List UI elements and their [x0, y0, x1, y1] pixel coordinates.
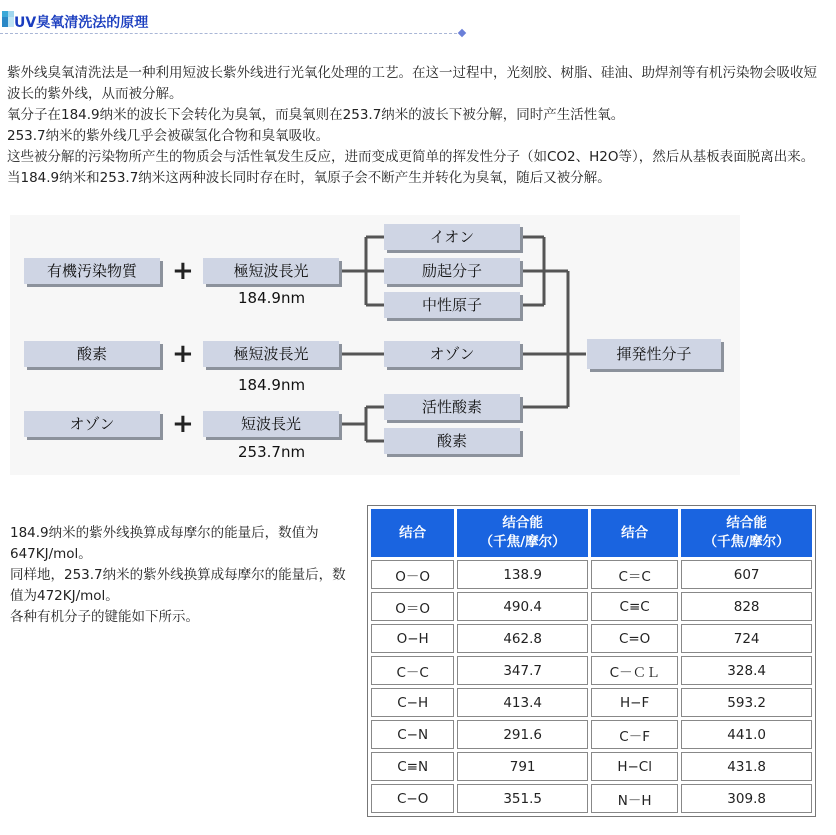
intro-paragraph: 当184.9纳米和253.7纳米这两种波长同时存在时，氧原子会不断产生并转化为臭氧，随后又被分解。 — [7, 170, 611, 186]
plus-sign: + — [172, 256, 194, 286]
product-neutral-box: 中性原子 — [384, 292, 520, 318]
table-row — [371, 624, 812, 653]
bond-cell: C－C — [371, 656, 454, 685]
bond-cell: C=O — [591, 624, 678, 653]
intro-paragraph: 紫外线臭氧清洗法是一种利用短波长紫外线进行光氧化处理的工艺。在这一过程中，光刻胶、树脂、硅油、助焊剂等有机污染物会吸收短波长的紫外线，从而被分解。 — [7, 65, 817, 102]
header-bond: 结合 — [591, 509, 678, 557]
product-ion-box: イオン — [384, 224, 520, 250]
product-excited-box: 励起分子 — [384, 258, 520, 284]
bullet-icon — [2, 11, 14, 27]
page-title: UV臭氧清洗法的原理 — [14, 15, 149, 31]
table-row — [371, 720, 812, 749]
energy-cell: 291.6 — [457, 720, 588, 749]
product-oxygen-box: 酸素 — [384, 428, 520, 454]
wavelength-label: 184.9nm — [238, 289, 306, 307]
bond-energy-table — [367, 505, 816, 817]
bond-cell: C−H — [371, 688, 454, 717]
bond-cell: O＝O — [371, 592, 454, 621]
table-row — [371, 784, 812, 813]
plus-sign: + — [172, 339, 194, 369]
bond-cell: C－ＣＬ — [591, 656, 678, 685]
energy-cell: 413.4 — [457, 688, 588, 717]
bond-cell: C−N — [371, 720, 454, 749]
reaction-diagram — [10, 215, 740, 475]
header-energy: 结合能 （千焦/摩尔） — [681, 509, 812, 557]
energy-cell: 441.0 — [681, 720, 812, 749]
header-energy: 结合能 （千焦/摩尔） — [457, 509, 588, 557]
bond-cell: O−H — [371, 624, 454, 653]
table-header-row — [371, 509, 812, 557]
energy-explanation — [10, 523, 355, 628]
bond-cell: C≡C — [591, 592, 678, 621]
energy-cell: 490.4 — [457, 592, 588, 621]
source-oxygen-box: 酸素 — [24, 341, 160, 367]
energy-cell: 462.8 — [457, 624, 588, 653]
energy-paragraph: 同样地，253.7纳米的紫外线换算成每摩尔的能量后，数值为472KJ/mol。 — [10, 567, 346, 604]
energy-cell: 791 — [457, 752, 588, 781]
energy-cell: 607 — [681, 560, 812, 589]
product-active-oxygen-box: 活性酸素 — [384, 394, 520, 420]
energy-paragraph: 184.9纳米的紫外线换算成每摩尔的能量后，数值为647KJ/mol。 — [10, 525, 319, 562]
light-box: 極短波長光 — [203, 341, 339, 367]
energy-cell: 431.8 — [681, 752, 812, 781]
energy-cell: 347.7 — [457, 656, 588, 685]
energy-cell: 724 — [681, 624, 812, 653]
bond-cell: C−O — [371, 784, 454, 813]
bond-cell: C≡N — [371, 752, 454, 781]
table-row — [371, 592, 812, 621]
energy-cell: 593.2 — [681, 688, 812, 717]
energy-cell: 138.9 — [457, 560, 588, 589]
energy-cell: 309.8 — [681, 784, 812, 813]
light-box: 短波長光 — [203, 411, 339, 437]
intro-paragraph: 253.7纳米的紫外线几乎会被碳氢化合物和臭氧吸收。 — [7, 128, 330, 144]
table-row — [371, 752, 812, 781]
title-divider — [0, 33, 462, 34]
intro-paragraph: 这些被分解的污染物所产生的物质会与活性氧发生反应，进而变成更简单的挥发性分子（如CO2、H2O等），然后从基板表面脱离出来。 — [7, 149, 815, 165]
source-organic-box: 有機汚染物質 — [24, 258, 160, 284]
bond-cell: C＝C — [591, 560, 678, 589]
result-volatile-box: 揮発性分子 — [587, 339, 721, 369]
source-ozone-box: オゾン — [24, 411, 160, 437]
table-row — [371, 656, 812, 685]
energy-paragraph: 各种有机分子的键能如下所示。 — [10, 609, 199, 625]
intro-paragraph: 氧分子在184.9纳米的波长下会转化为臭氧，而臭氧则在253.7纳米的波长下被分解，同时产生活性氧。 — [7, 107, 625, 123]
plus-sign: + — [172, 409, 194, 439]
bond-cell: H−F — [591, 688, 678, 717]
header-bond: 结合 — [371, 509, 454, 557]
intro-text — [7, 63, 823, 189]
bond-cell: H−Cl — [591, 752, 678, 781]
energy-cell: 351.5 — [457, 784, 588, 813]
product-ozone-box: オゾン — [384, 341, 520, 367]
energy-cell: 828 — [681, 592, 812, 621]
table-row — [371, 560, 812, 589]
light-box: 極短波長光 — [203, 258, 339, 284]
energy-cell: 328.4 — [681, 656, 812, 685]
section-header — [0, 8, 470, 32]
bond-cell: O－O — [371, 560, 454, 589]
bond-cell: C－F — [591, 720, 678, 749]
table-row — [371, 688, 812, 717]
wavelength-label: 253.7nm — [238, 443, 306, 461]
bond-cell: N－H — [591, 784, 678, 813]
wavelength-label: 184.9nm — [238, 376, 306, 394]
